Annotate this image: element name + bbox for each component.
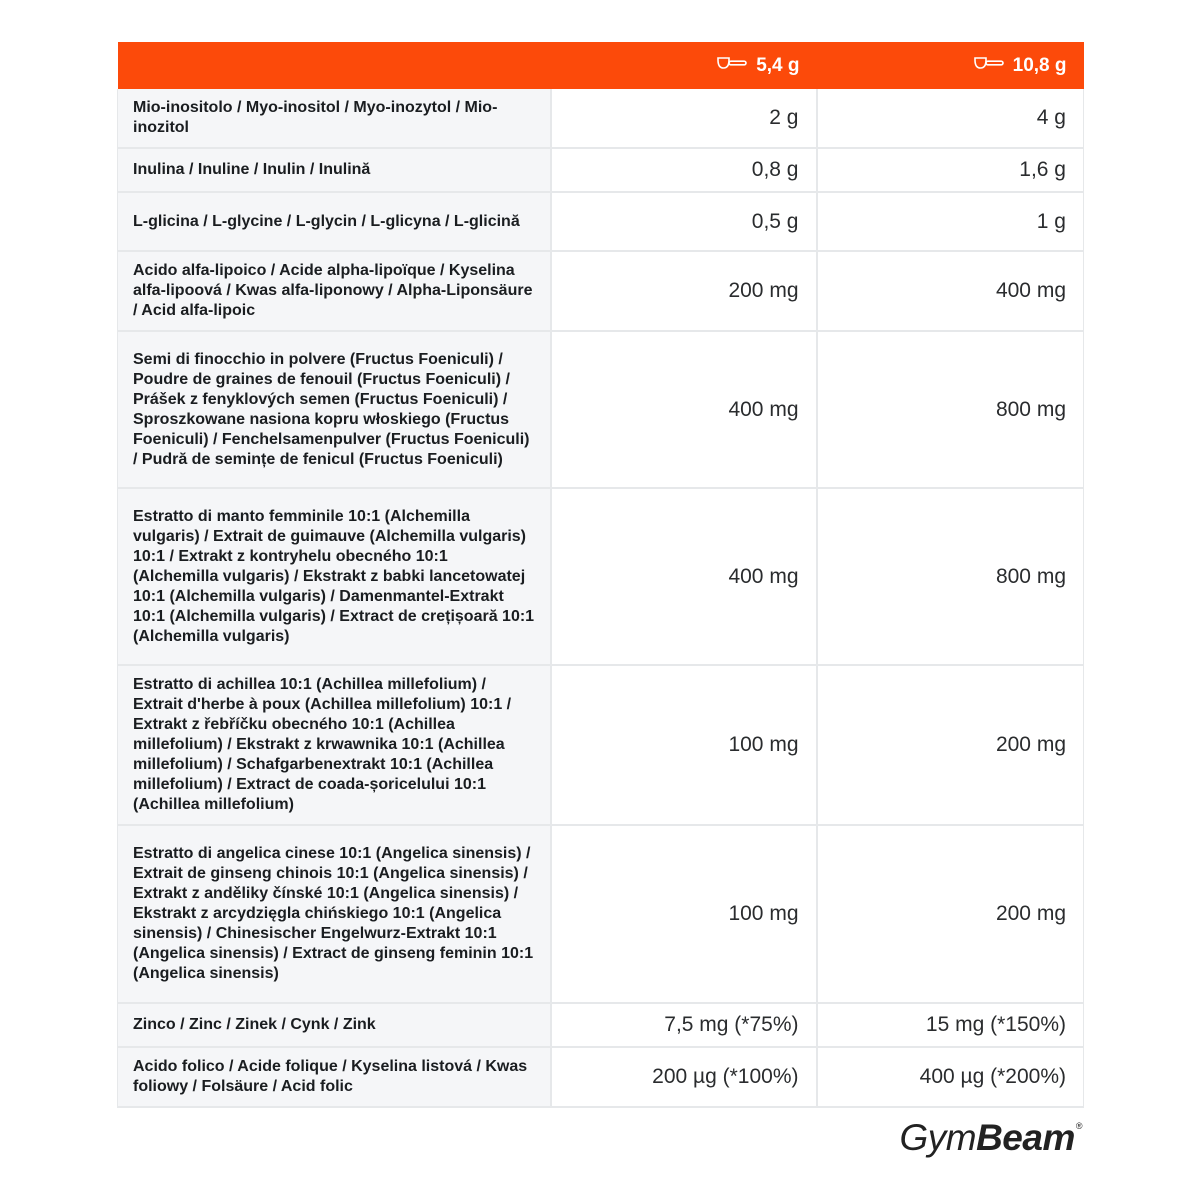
serving-2-amount: 1,6 g — [817, 148, 1084, 192]
nutrition-table-container — [117, 42, 1083, 1108]
ingredient-name: Acido folico / Acide folique / Kyselina listová / Kwas foliowy / Folsäure / Acid folic — [118, 1047, 551, 1107]
serving-2-amount: 15 mg (*150%) — [817, 1003, 1084, 1047]
serving-1-amount: 0,8 g — [551, 148, 817, 192]
serving-2-amount: 200 mg — [817, 665, 1084, 825]
ingredient-name: Zinco / Zinc / Zinek / Cynk / Zink — [118, 1003, 551, 1047]
ingredient-name: Acido alfa-lipoico / Acide alpha-lipoïque / Kyselina alfa-lipoová / Kwas alfa-liponowy / Alpha-Liponsäure / Acid alfa-lipoic — [118, 251, 551, 331]
ingredient-name: Inulina / Inuline / Inulin / Inulină — [118, 148, 551, 192]
serving-2-amount: 200 mg — [817, 825, 1084, 1003]
serving-1-amount: 100 mg — [551, 825, 817, 1003]
header-serving-1 — [551, 42, 817, 89]
serving-1-amount: 400 mg — [551, 488, 817, 665]
ingredient-name: Estratto di achillea 10:1 (Achillea millefolium) / Extrait d'herbe à poux (Achillea millefolium) 10:1 / Extrakt z řebříčku obecného 10:1 (Achillea millefolium) / Ekstrakt z krwawnika 10:1 (Achillea millefolium) / Schafgarbenextrakt 10:1 (Achillea millefolium) / Extract de coada-șoricelului 10:1 (Achillea millefolium) — [118, 665, 551, 825]
table-row — [118, 1003, 1084, 1047]
serving-2-amount: 1 g — [817, 192, 1084, 251]
serving-2-amount: 400 µg (*200%) — [817, 1047, 1084, 1107]
header-serving-2 — [817, 42, 1084, 89]
table-row — [118, 192, 1084, 251]
table-row — [118, 251, 1084, 331]
serving-2-label: 10,8 g — [1012, 54, 1067, 76]
serving-2-amount: 800 mg — [817, 331, 1084, 488]
logo-text-gym: Gym — [899, 1117, 977, 1158]
serving-1-label: 5,4 g — [756, 54, 800, 76]
table-row — [118, 89, 1084, 148]
gymbeam-logo — [899, 1117, 1082, 1161]
serving-1-amount: 100 mg — [551, 665, 817, 825]
table-row — [118, 488, 1084, 665]
header-ingredient — [118, 42, 551, 89]
header-row — [118, 42, 1084, 89]
table-row — [118, 825, 1084, 1003]
logo-text-beam: Beam — [976, 1117, 1075, 1158]
serving-1-amount: 200 mg — [551, 251, 817, 331]
serving-1-amount: 7,5 mg (*75%) — [551, 1003, 817, 1047]
serving-2-amount: 4 g — [817, 89, 1084, 148]
serving-2-amount: 400 mg — [817, 251, 1084, 331]
table-row — [118, 331, 1084, 488]
ingredient-name: Mio-inositolo / Myo-inositol / Myo-inozytol / Mio-inozitol — [118, 89, 551, 148]
table-row — [118, 665, 1084, 825]
ingredient-name: Estratto di angelica cinese 10:1 (Angelica sinensis) / Extrait de ginseng chinois 10:1 (Angelica sinensis) / Extrakt z anděliky čínské 10:1 (Angelica sinensis) / Ekstrakt z arcydzięgla chińskiego 10:1 (Angelica sinensis) / Chinesischer Engelwurz-Extrakt 10:1 (Angelica sinensis) / Extract de ginseng feminin 10:1 (Angelica sinensis) — [118, 825, 551, 1003]
table-row — [118, 148, 1084, 192]
ingredient-name: Semi di finocchio in polvere (Fructus Foeniculi) / Poudre de graines de fenouil (Fructus Foeniculi) / Prášek z fenyklových semen (Fructus Foeniculi) / Sproszkowane nasiona kopru włoskiego (Fructus Foeniculi) / Fenchelsamenpulver (Fructus Foeniculi) / Pudră de semințe de fenicul (Fructus Foeniculi) — [118, 331, 551, 488]
table-header — [118, 42, 1084, 89]
scoop-icon — [973, 55, 1005, 71]
table-body — [118, 89, 1084, 1107]
ingredient-name: L-glicina / L-glycine / L-glycin / L-glicyna / L-glicină — [118, 192, 551, 251]
registered-mark: ® — [1075, 1121, 1082, 1131]
serving-2-amount: 800 mg — [817, 488, 1084, 665]
nutrition-table — [117, 42, 1084, 1108]
serving-1-amount: 0,5 g — [551, 192, 817, 251]
table-row — [118, 1047, 1084, 1107]
serving-1-amount: 200 µg (*100%) — [551, 1047, 817, 1107]
serving-1-amount: 2 g — [551, 89, 817, 148]
ingredient-name: Estratto di manto femminile 10:1 (Alchemilla vulgaris) / Extrait de guimauve (Alchemilla vulgaris) 10:1 / Extrakt z kontryhelu obecného 10:1 (Alchemilla vulgaris) / Ekstrakt z babki lancetowatej 10:1 (Alchemilla vulgaris) / Damenmantel-Extrakt 10:1 (Alchemilla vulgaris) / Extract de crețișoară 10:1 (Alchemilla vulgaris) — [118, 488, 551, 665]
serving-1-amount: 400 mg — [551, 331, 817, 488]
scoop-icon — [716, 55, 748, 71]
